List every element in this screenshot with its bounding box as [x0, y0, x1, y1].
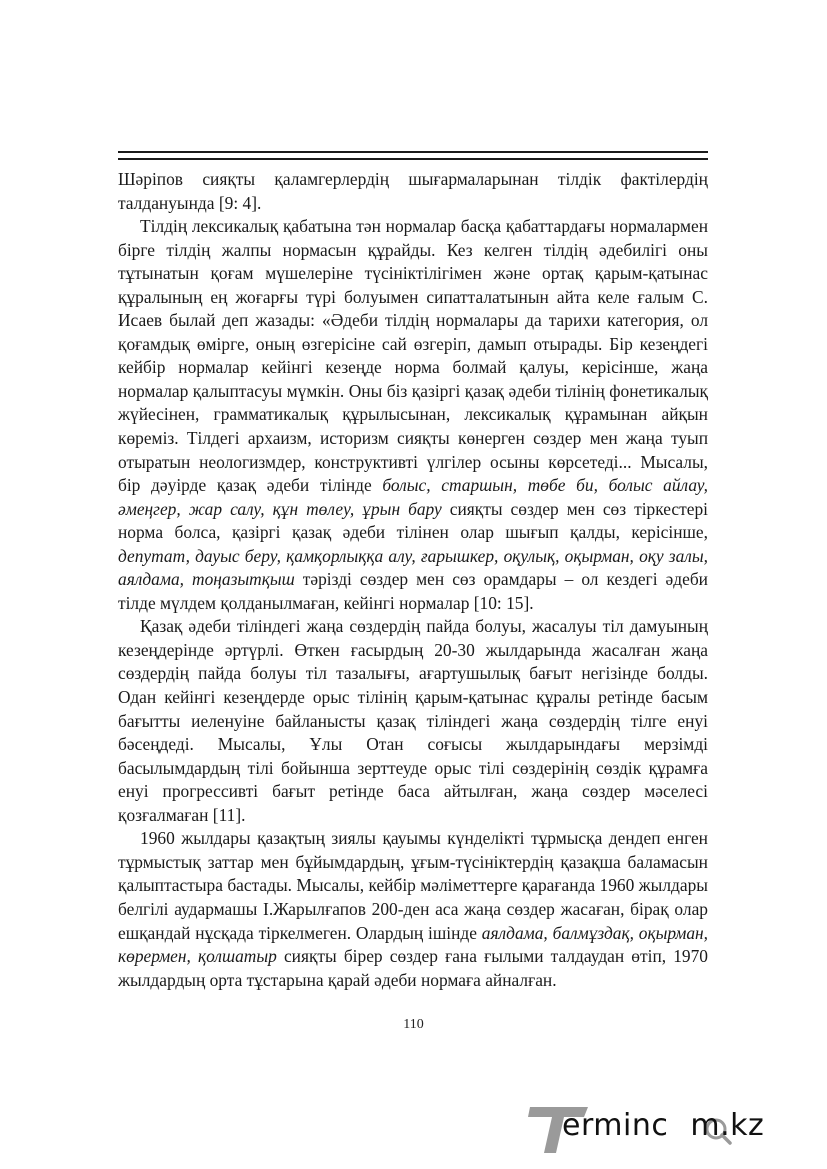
logo-text-part-2: m.kz [690, 1108, 765, 1143]
paragraph-text: Шәріпов сияқты қаламгерлердің шығармаларынан тілдік фактілердің талдануында [9: 4]. [118, 169, 708, 213]
italic-term-list: аялдама, балмұздақ, оқырман, көрермен, қолшатыр [118, 922, 708, 967]
paragraph-text: сияқты бірер сөздер ғана ғылыми талдаудан өтіп, 1970 жылдардың орта тұстарына қарай әдеби нормаға айналған. [118, 946, 708, 990]
header-rule-bottom [118, 158, 708, 160]
paragraph [118, 168, 708, 215]
page-number: 110 [403, 1017, 424, 1032]
paragraph-text: 1960 жылдары қазақтың зиялы қауымы күнделікті тұрмысқа дендеп енген тұрмыстық заттар мен бұйымдардың, ұғым-түсініктердің қазақша баламасын қалыптастыра бастады. Мысалы, кейбір мәліметтерге қарағанда 1960 жылдары белгілі аудармашы І.Жарылғапов 200-ден аса жаңа сөздер жасаған, бірақ олар ешқандай нұсқада тіркелмеген. Олардың ішінде [118, 828, 708, 943]
italic-term-list: депутат, дауыс беру, қамқорлыққа алу, ғарышкер, оқулық, оқырман, оқу залы, аялдама, тоңазытқыш [118, 545, 708, 590]
paragraph-text: Қазақ әдеби тіліндегі жаңа сөздердің пайда болуы, жасалуы тіл дамуының кезеңдерінде әртүрлі. Өткен ғасырдың 20-30 жылдарында жасалған жаңа сөздердің пайда болуы тіл тазалығы, ағартушылық бағыт негізінде болды. Одан кейінгі кезеңдерде орыс тілінің қарым-қатынас құралы ретінде басым бағытты иеленуіне байланысты қазақ тіліндегі жаңа сөздердің тілге енуі бәсеңдеді. Мысалы, Ұлы Отан соғысы жылдарындағы мерзімді басылымдардың тілі бойынша зерттеуде орыс тілі сөздерінің сөздік құрамға енуі прогрессивті бағыт ретінде баса айтылған, жаңа сөздер мәселесі қозғалмаған [11]. [118, 616, 708, 825]
paragraph-text: сияқты сөздер мен сөз тіркестері норма болса, қазіргі қазақ әдеби тілінен олар шығып қалды, керісінше, [118, 498, 708, 543]
logo-text-part-1: erminc [562, 1108, 669, 1143]
termincom-logo[interactable] [528, 1105, 813, 1155]
header-rule-top [118, 151, 708, 153]
body-text [118, 168, 708, 992]
paragraph [118, 615, 708, 827]
italic-term-list: болыс, старшын, төбе би, болыс айлау, әмеңгер, жар салу, құн төлеу, ұрын бару [118, 475, 708, 519]
paragraph [118, 215, 708, 615]
paragraph-text: тәрізді сөздер мен сөз орамдары – ол кездегі әдеби тілде мүлдем қолданылмаған, кейінгі нормалар [10: 15]. [118, 569, 708, 613]
paragraph-text: Тілдің лексикалық қабатына тән нормалар басқа қабаттардағы нормалармен бірге тілдің жалпы нормасын құрайды. Кез келген тілдің әдебилігі оны тұтынатын қоғам мүшелеріне түсініктілігімен және ортақ қарым-қатынас құралының ең жоғарғы түрі болуымен сипатталатынын айта келе ғалым С. Исаев былай деп жазады: «Әдеби тілдің нормалары да тарихи категория, ол қоғамдық өмірге, оның өзгерісіне сай өзгеріп, дамып отырады. Бір кезеңдегі кейбір нормалар кейінгі кезеңде норма болмай қалуы, керісінше, жаңа нормалар қалыптасуы мүмкін. Оны біз қазіргі қазақ әдеби тілінің фонетикалық жүйесінен, грамматикалық құрылысынан, лексикалық құрамынан айқын көреміз. Тілдегі архаизм, историзм сияқты көнерген сөздер мен жаңа туып отыратын неологизмдер, конструктивті үлгілер осыны көрсетеді... Мысалы, бір дәуірде қазақ әдеби тілінде [118, 216, 708, 496]
logo-text [562, 1108, 764, 1143]
paragraph [118, 827, 708, 992]
